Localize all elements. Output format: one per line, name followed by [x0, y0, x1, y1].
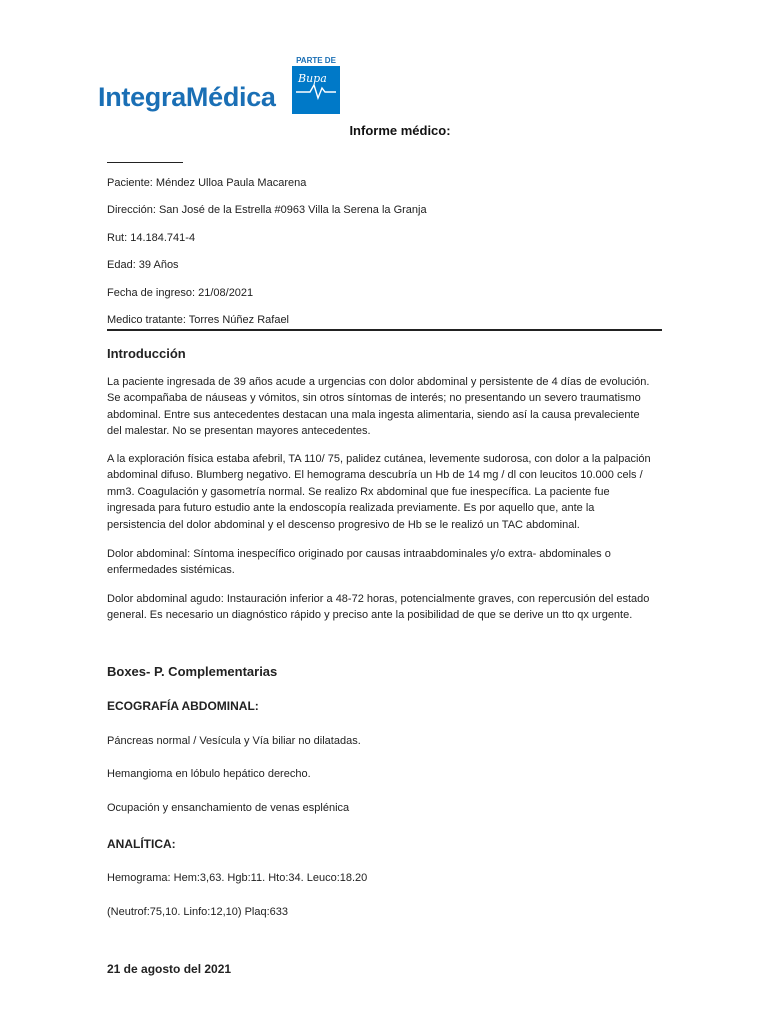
report-date: 21 de agosto del 2021: [107, 962, 232, 976]
ecografia-item: Ocupación y ensanchamiento de venas esplénica: [107, 802, 350, 814]
header-divider: [107, 329, 662, 331]
title-underline: [107, 162, 183, 163]
analitica-item: Hemograma: Hem:3,63. Hgb:11. Hto:34. Leuco:18.20: [107, 872, 368, 884]
intro-paragraph: La paciente ingresada de 39 años acude a urgencias con dolor abdominal y persistente de 4 días de evolución. Se acompañaba de náuseas y vómitos, sin otros síntomas de interés; no presentando un severo traumatismo abdominal. Entre sus antecedentes destacan una mala ingesta alimentaria, siendo así la causa prevaleciente del malestar. No se presentan mayores antecedentes.: [107, 376, 650, 438]
bupa-logo: [292, 66, 340, 114]
ecografia-heading: ECOGRAFÍA ABDOMINAL:: [107, 699, 259, 713]
treating-doctor: Medico tratante: Torres Núñez Rafael: [107, 314, 289, 326]
bupa-logo-word: Bupa: [298, 72, 327, 85]
analitica-item: (Neutrof:75,10. Linfo:12,10) Plaq:633: [107, 906, 289, 918]
integramedica-logo: IntegraMédica: [98, 82, 276, 112]
report-title: Informe médico:: [349, 123, 451, 138]
patient-name: Paciente: Méndez Ulloa Paula Macarena: [107, 177, 307, 189]
partner-tag: PARTE DE: [296, 56, 336, 65]
patient-rut: Rut: 14.184.741-4: [107, 232, 196, 244]
intro-heading: Introducción: [107, 346, 186, 361]
analitica-heading: ANALÍTICA:: [107, 837, 176, 851]
exam-paragraph: A la exploración física estaba afebril, TA 110/ 75, palidez cutánea, levemente sudorosa, con dolor a la palpación abdominal difuso. Blumberg negativo. El hemograma descubría un Hb de 14 mg / dl con leucitos 10.000 cels / mm3. Coagulación y gasometría normal. Se realizo Rx abdominal que fue inespecífica. La paciente fue ingresada para futuro estudio ante la endoscopía realizada previamente. Es por aquello que, ante la persistencia del dolor abdominal y el descenso progresivo de Hb se le realizó un TAC abdominal.: [107, 453, 651, 531]
ecografia-item: Páncreas normal / Vesícula y Vía biliar no dilatadas.: [107, 735, 361, 747]
ecografia-item: Hemangioma en lóbulo hepático derecho.: [107, 768, 311, 780]
acute-definition-paragraph: Dolor abdominal agudo: Instauración inferior a 48-72 horas, potencialmente graves, con repercusión del estado general. Es necesario un diagnóstico rápido y preciso ante la posibilidad de que se derive un tto qx urgente.: [107, 593, 650, 622]
definition-paragraph: Dolor abdominal: Síntoma inespecífico originado por causas intraabdominales y/o extra- abdominales o enfermedades sistémicas.: [107, 548, 611, 577]
complementary-heading: Boxes- P. Complementarias: [107, 664, 278, 679]
heartbeat-icon: [296, 82, 336, 100]
admission-date: Fecha de ingreso: 21/08/2021: [107, 287, 254, 299]
patient-address: Dirección: San José de la Estrella #0963 Villa la Serena la Granja: [107, 204, 427, 216]
patient-age: Edad: 39 Años: [107, 259, 179, 271]
